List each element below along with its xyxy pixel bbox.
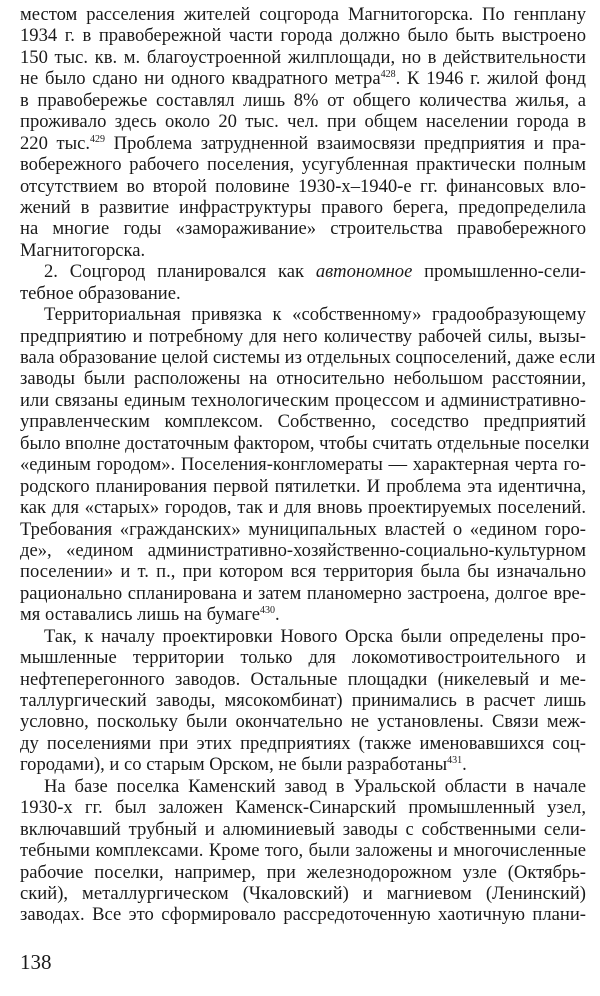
text-line: [20, 411, 586, 432]
text-segment: жений в развитие инфраструктуры правого берега, предопределила: [20, 196, 586, 218]
text-line: [20, 754, 586, 775]
text-segment: включавший трубный и алюминиевый заводы с собственными сели-: [20, 818, 586, 840]
text-segment: таллургический заводы, мясокомбинат) принимались в расчет лишь: [20, 690, 586, 711]
text-line: [20, 626, 586, 647]
footnote-ref: 430: [260, 605, 276, 617]
text-segment: ду поселениями при этих предприятиях (также именовавшихся соц-: [20, 732, 586, 754]
text-segment: заводах. Все это сформировало рассредоточенную хаотичную плани-: [20, 904, 586, 926]
text-line: [20, 862, 586, 883]
text-segment: вала образование целой системы из отдельных соцпоселений, даже если: [20, 347, 596, 368]
text-segment: было вполне достаточным фактором, чтобы считать отдельные поселки: [20, 432, 590, 454]
text-segment: местом расселения жителей соцгорода Магнитогорска. По генплану: [20, 4, 586, 25]
text-segment: ский), металлургическом (Чкаловский) и магниевом (Ленинский): [20, 882, 586, 904]
text-line: [20, 797, 586, 818]
text-line: [20, 476, 586, 497]
text-segment: отсутствием во второй половине 1930-х–1940-е гг. финансовых вло-: [20, 175, 586, 197]
text-line: [20, 304, 586, 325]
body-text: [20, 4, 596, 926]
text-segment: как для «старых» городов, так и для вновь проектируемых поселений.: [20, 497, 586, 519]
text-segment: Территориальная привязка к «собственному» градообразующему: [44, 304, 586, 326]
text-line: [20, 240, 586, 261]
text-segment: Проблема затрудненной взаимосвязи предприятия и пра-: [105, 132, 586, 154]
text-segment: в правобережье составлял лишь 8% от общего количества жилья, а: [20, 89, 586, 111]
text-segment: Так, к началу проектировки Нового Орска были определены про-: [44, 625, 586, 647]
text-line: [20, 111, 586, 132]
footnote-ref: 431: [447, 755, 463, 767]
text-line: [20, 283, 586, 304]
text-segment: 150 тыс. кв. м. благоустроенной жилплощади, но в действительности: [20, 46, 586, 68]
text-line: [20, 497, 586, 518]
text-segment: 1934 г. в правобережной части города должно было быть выстроено: [20, 25, 586, 47]
text-line: [20, 176, 586, 197]
text-segment: рабочие поселки, например, при железнодорожном узле (Октябрь-: [20, 861, 586, 883]
text-line: [20, 883, 586, 904]
text-line: [20, 432, 590, 454]
emphasis-text: автономное: [315, 261, 413, 283]
text-line: [20, 819, 586, 840]
text-segment: тебными комплексами. Кроме того, были заложены и многочисленные: [20, 840, 586, 862]
text-line: [20, 519, 586, 540]
text-segment: на многие годы «замораживание» строительства правобережного: [20, 218, 586, 240]
text-segment: родского планирования первой пятилетки. И проблема эта идентична,: [20, 475, 586, 497]
text-segment: промышленно-сели-: [412, 261, 586, 283]
text-segment: тебное образование.: [20, 282, 181, 304]
text-segment: . К 1946 г. жилой фонд: [395, 68, 586, 90]
text-line: [20, 561, 586, 582]
text-line: [20, 583, 586, 604]
text-line: [20, 25, 586, 46]
text-segment: .: [275, 604, 280, 626]
text-line: [20, 4, 586, 25]
text-segment: 220 тыс.: [20, 132, 91, 154]
text-line: [20, 261, 586, 282]
text-line: [20, 733, 586, 754]
text-segment: или связаны единым технологическим процессом и административно-: [20, 389, 586, 411]
footnote-ref: 428: [380, 69, 396, 81]
text-segment: не было сдано ни одного квадратного метра: [20, 68, 381, 90]
text-line: [20, 154, 586, 175]
text-segment: .: [462, 754, 467, 776]
text-segment: условно, поскольку были окончательно не установлены. Связи меж-: [20, 711, 586, 733]
text-line: [20, 47, 586, 68]
text-line: [20, 218, 586, 239]
text-line: [20, 133, 586, 154]
text-segment: городами), и со старым Орском, не были разработаны: [20, 754, 448, 776]
text-segment: мышленные территории только для локомотивостроительного и: [20, 647, 586, 669]
text-line: [20, 840, 586, 861]
text-segment: На базе поселка Каменский завод в Уральской области в начале: [44, 775, 586, 797]
text-segment: мя оставались лишь на бумаге: [20, 604, 261, 626]
text-segment: управленческим комплексом. Собственно, соседство предприятий: [20, 411, 586, 433]
text-line: [20, 647, 586, 668]
text-line: [20, 904, 586, 925]
text-line: [20, 540, 586, 561]
text-line: [20, 347, 596, 368]
text-segment: предприятию и потребному для него количеству рабочей силы, вызы-: [20, 325, 586, 347]
text-segment: нефтеперегонного заводов. Остальные площадки (никелевый и ме-: [20, 668, 586, 690]
text-line: [20, 604, 586, 625]
text-line: [20, 711, 586, 732]
text-segment: де», «едином административно-хозяйственно-социально-культурном: [20, 539, 586, 561]
text-segment: Требования «гражданских» муниципальных властей о «едином горо-: [20, 518, 586, 540]
text-line: [20, 776, 586, 797]
text-segment: рационально спланирована и затем планомерно застроена, долгое вре-: [20, 582, 586, 604]
text-line: [20, 368, 586, 389]
text-line: [20, 326, 586, 347]
text-line: [20, 454, 586, 475]
page-number: 138: [20, 950, 52, 974]
footnote-ref: 429: [90, 133, 106, 145]
text-line: [20, 390, 586, 411]
text-segment: поселении» и т. п., при котором вся территория была бы изначально: [20, 561, 586, 583]
text-line: [20, 690, 586, 711]
text-line: [20, 197, 586, 218]
text-segment: 1930-х гг. был заложен Каменск-Синарский промышленный узел,: [20, 797, 586, 819]
text-segment: вобережного рабочего поселения, усугубленная практически полным: [20, 154, 586, 176]
text-segment: проживало здесь около 20 тыс. чел. при общем населении города в: [20, 111, 586, 133]
text-segment: Магнитогорска.: [20, 239, 146, 261]
text-segment: 2. Соцгород планировался как: [44, 261, 316, 283]
text-segment: заводы были расположены на относительно небольшом расстоянии,: [20, 368, 586, 390]
text-line: [20, 68, 586, 89]
text-line: [20, 669, 586, 690]
text-line: [20, 90, 586, 111]
text-segment: «единым городом». Поселения-конгломераты — характерная черта го-: [20, 454, 586, 476]
